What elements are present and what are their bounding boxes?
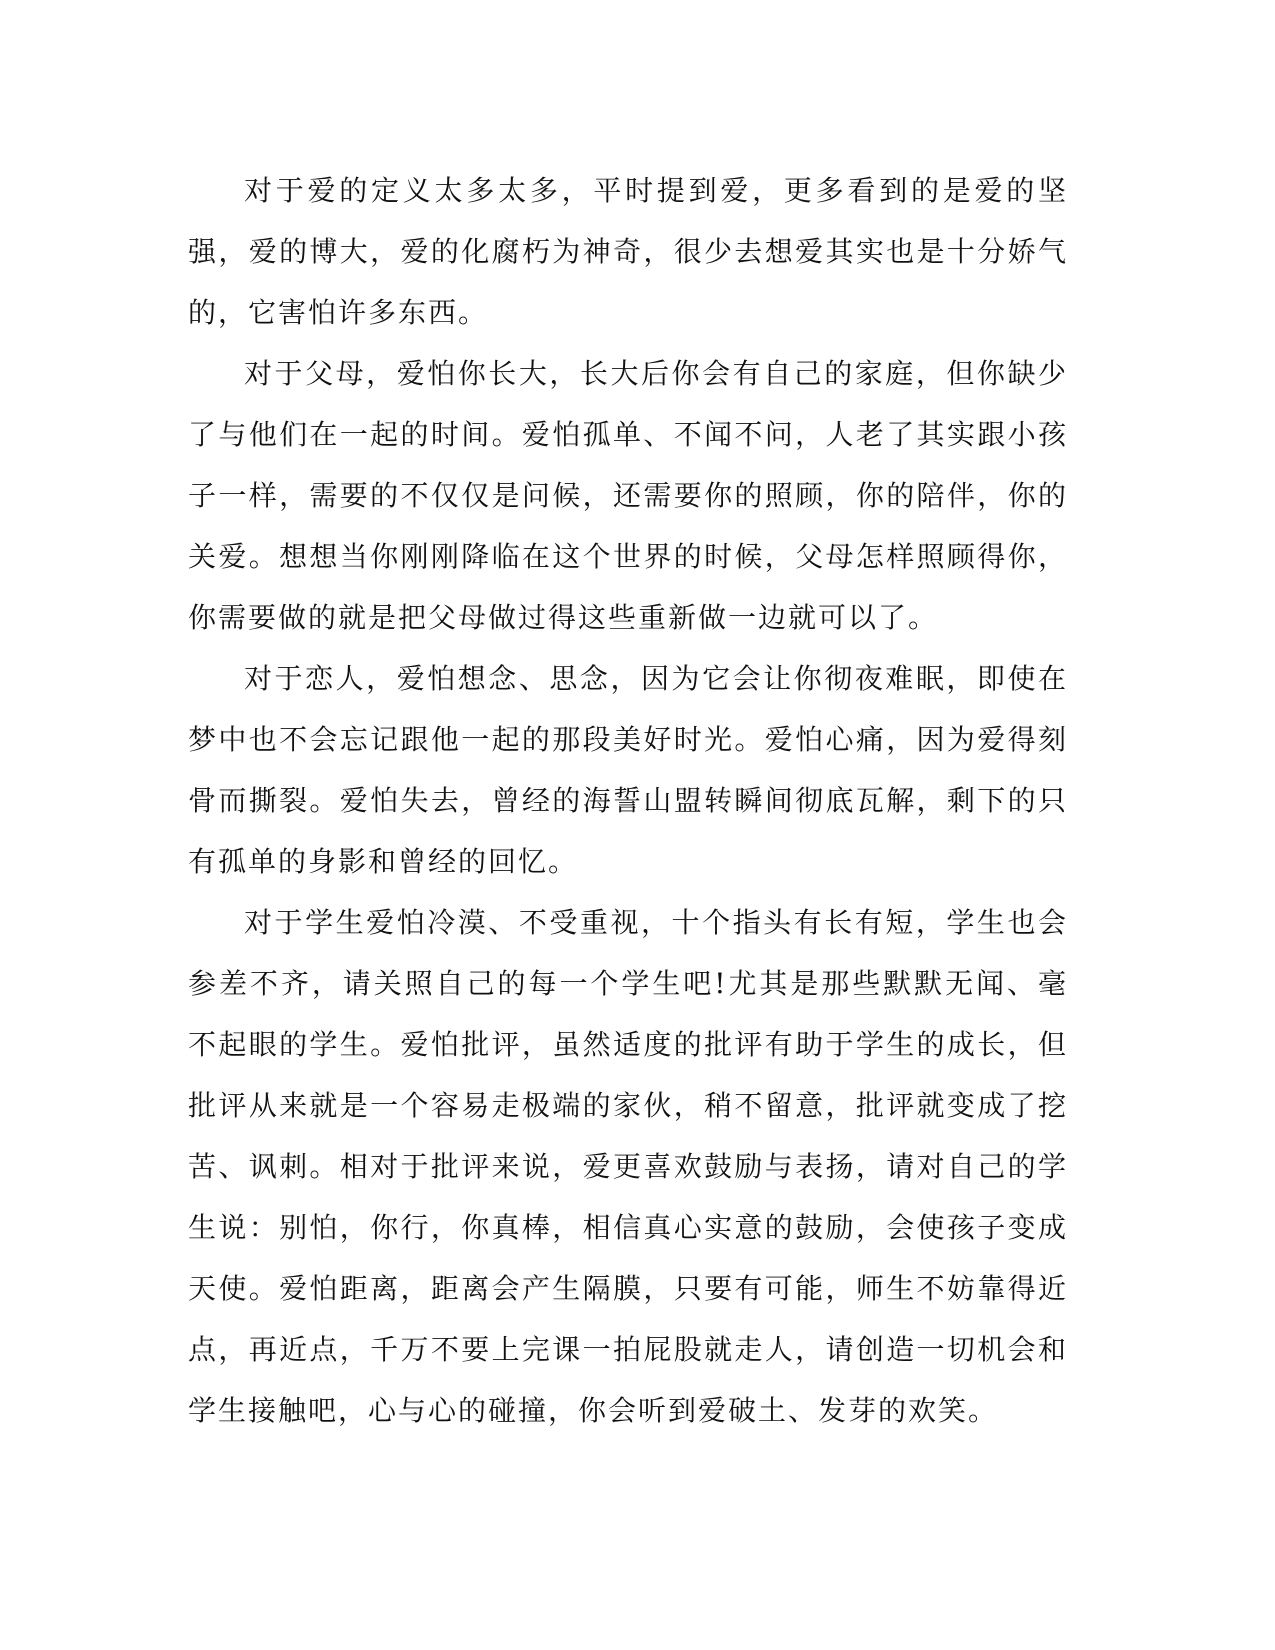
paragraph-love-definition: 对于爱的定义太多太多，平时提到爱，更多看到的是爱的坚强，爱的博大，爱的化腐朽为神奇，很少去想爱其实也是十分娇气的，它害怕许多东西。 xyxy=(188,174,1068,329)
paragraph-parents: 对于父母，爱怕你长大，长大后你会有自己的家庭，但你缺少了与他们在一起的时间。爱怕孤单、不闻不问，人老了其实跟小孩子一样，需要的不仅仅是问候，还需要你的照顾，你的陪伴，你的关爱。想想当你刚刚降临在这个世界的时候，父母怎样照顾得你，你需要做的就是把父母做过得这些重新做一边就可以了。 xyxy=(188,357,1068,634)
document-body xyxy=(188,160,1068,1441)
paragraph-students: 对于学生爱怕冷漠、不受重视，十个指头有长有短，学生也会参差不齐，请关照自己的每一个学生吧!尤其是那些默默无闻、毫不起眼的学生。爱怕批评，虽然适度的批评有助于学生的成长，但批评从来就是一个容易走极端的家伙，稍不留意，批评就变成了挖苦、讽刺。相对于批评来说，爱更喜欢鼓励与表扬，请对自己的学生说：别怕，你行，你真棒，相信真心实意的鼓励，会使孩子变成天使。爱怕距离，距离会产生隔膜，只要有可能，师生不妨靠得近点，再近点，千万不要上完课一拍屁股就走人，请创造一切机会和学生接触吧，心与心的碰撞，你会听到爱破土、发芽的欢笑。 xyxy=(188,906,1068,1427)
paragraph-lovers: 对于恋人，爱怕想念、思念，因为它会让你彻夜难眠，即使在梦中也不会忘记跟他一起的那段美好时光。爱怕心痛，因为爱得刻骨而撕裂。爱怕失去，曾经的海誓山盟转瞬间彻底瓦解，剩下的只有孤单的身影和曾经的回忆。 xyxy=(188,662,1068,878)
